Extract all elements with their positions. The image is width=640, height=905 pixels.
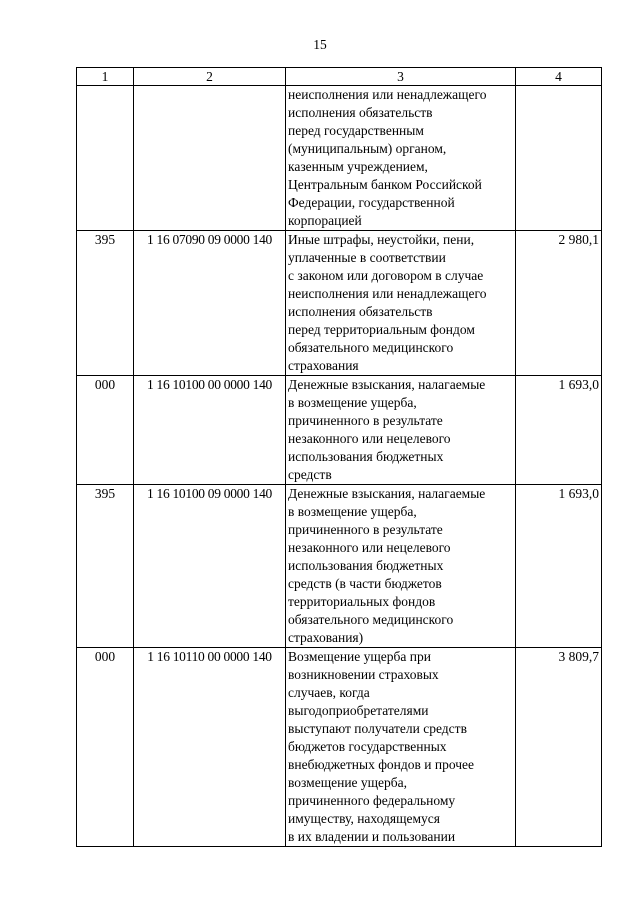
income-name-line: перед территориальным фондом	[288, 322, 475, 337]
income-name-line: Иные штрафы, неустойки, пени,	[288, 232, 475, 247]
budget-table	[76, 67, 602, 847]
income-name-line: внебюджетных фондов и прочее	[288, 757, 475, 772]
admin-code-cell: 000	[77, 648, 134, 847]
income-name-line: исполнения обязательств	[288, 304, 433, 319]
income-name-line: средств	[288, 467, 332, 482]
income-name-line: Федерации, государственной	[288, 195, 455, 210]
amount-cell	[516, 86, 602, 231]
income-name-line: Денежные взыскания, налагаемые	[288, 486, 486, 501]
income-name-line: возникновении страховых	[288, 667, 439, 682]
amount-cell: 3 809,7	[516, 648, 602, 847]
income-name-line: перед государственным	[288, 123, 424, 138]
income-name-cell	[286, 376, 516, 485]
income-name-line: неисполнения или ненадлежащего	[288, 87, 487, 102]
income-name-line: территориальных фондов	[288, 594, 436, 609]
income-name-cell	[286, 648, 516, 847]
income-name-line: незаконного или нецелевого	[288, 431, 451, 446]
income-name-line: обязательного медицинского	[288, 340, 454, 355]
table-header-row	[77, 68, 602, 86]
budget-classification-code-cell: 1 16 10100 09 0000 140	[134, 485, 286, 648]
income-name-line: причиненного федеральному	[288, 793, 456, 808]
column-header-1: 1	[77, 68, 134, 86]
income-name-cell	[286, 485, 516, 648]
table-row	[77, 86, 602, 231]
page-number: 15	[313, 37, 327, 52]
income-name-line: неисполнения или ненадлежащего	[288, 286, 487, 301]
table-row	[77, 648, 602, 847]
income-name-line: уплаченные в соответствии	[288, 250, 446, 265]
income-name-line: страхования)	[288, 630, 364, 645]
budget-classification-code-cell: 1 16 10110 00 0000 140	[134, 648, 286, 847]
income-name-line: незаконного или нецелевого	[288, 540, 451, 555]
income-name-line: Денежные взыскания, налагаемые	[288, 377, 486, 392]
income-name-line: бюджетов государственных	[288, 739, 447, 754]
income-name-line: случаев, когда	[288, 685, 370, 700]
income-name-line: причиненного в результате	[288, 522, 443, 537]
income-name-line: средств (в части бюджетов	[288, 576, 442, 591]
income-name-line: выгодоприобретателями	[288, 703, 429, 718]
income-name-line: использования бюджетных	[288, 449, 444, 464]
income-name-line: в возмещение ущерба,	[288, 395, 417, 410]
income-name-line: в возмещение ущерба,	[288, 504, 417, 519]
amount-cell: 1 693,0	[516, 485, 602, 648]
income-name-line: имуществу, находящемуся	[288, 811, 440, 826]
admin-code-cell	[77, 86, 134, 231]
income-name-line: выступают получатели средств	[288, 721, 467, 736]
income-name-line: (муниципальным) органом,	[288, 141, 447, 156]
table-row	[77, 376, 602, 485]
amount-cell: 1 693,0	[516, 376, 602, 485]
admin-code-cell: 395	[77, 231, 134, 376]
income-name-cell	[286, 86, 516, 231]
income-name-line: в их владении и пользовании	[288, 829, 456, 844]
budget-classification-code-cell: 1 16 10100 00 0000 140	[134, 376, 286, 485]
income-name-cell	[286, 231, 516, 376]
income-name-line: обязательного медицинского	[288, 612, 454, 627]
table-body	[77, 86, 602, 847]
income-name-line: исполнения обязательств	[288, 105, 433, 120]
column-header-3: 3	[286, 68, 516, 86]
income-name-line: возмещение ущерба,	[288, 775, 408, 790]
column-header-2: 2	[134, 68, 286, 86]
admin-code-cell: 395	[77, 485, 134, 648]
budget-classification-code-cell	[134, 86, 286, 231]
income-name-line: с законом или договором в случае	[288, 268, 484, 283]
table-row	[77, 231, 602, 376]
income-name-line: казенным учреждением,	[288, 159, 428, 174]
income-name-line: использования бюджетных	[288, 558, 444, 573]
income-name-line: причиненного в результате	[288, 413, 443, 428]
income-name-line: корпорацией	[288, 213, 362, 228]
budget-classification-code-cell: 1 16 07090 09 0000 140	[134, 231, 286, 376]
admin-code-cell: 000	[77, 376, 134, 485]
income-name-line: Возмещение ущерба при	[288, 649, 431, 664]
table-row	[77, 485, 602, 648]
column-header-4: 4	[516, 68, 602, 86]
amount-cell: 2 980,1	[516, 231, 602, 376]
income-name-line: страхования	[288, 358, 359, 373]
income-name-line: Центральным банком Российской	[288, 177, 482, 192]
